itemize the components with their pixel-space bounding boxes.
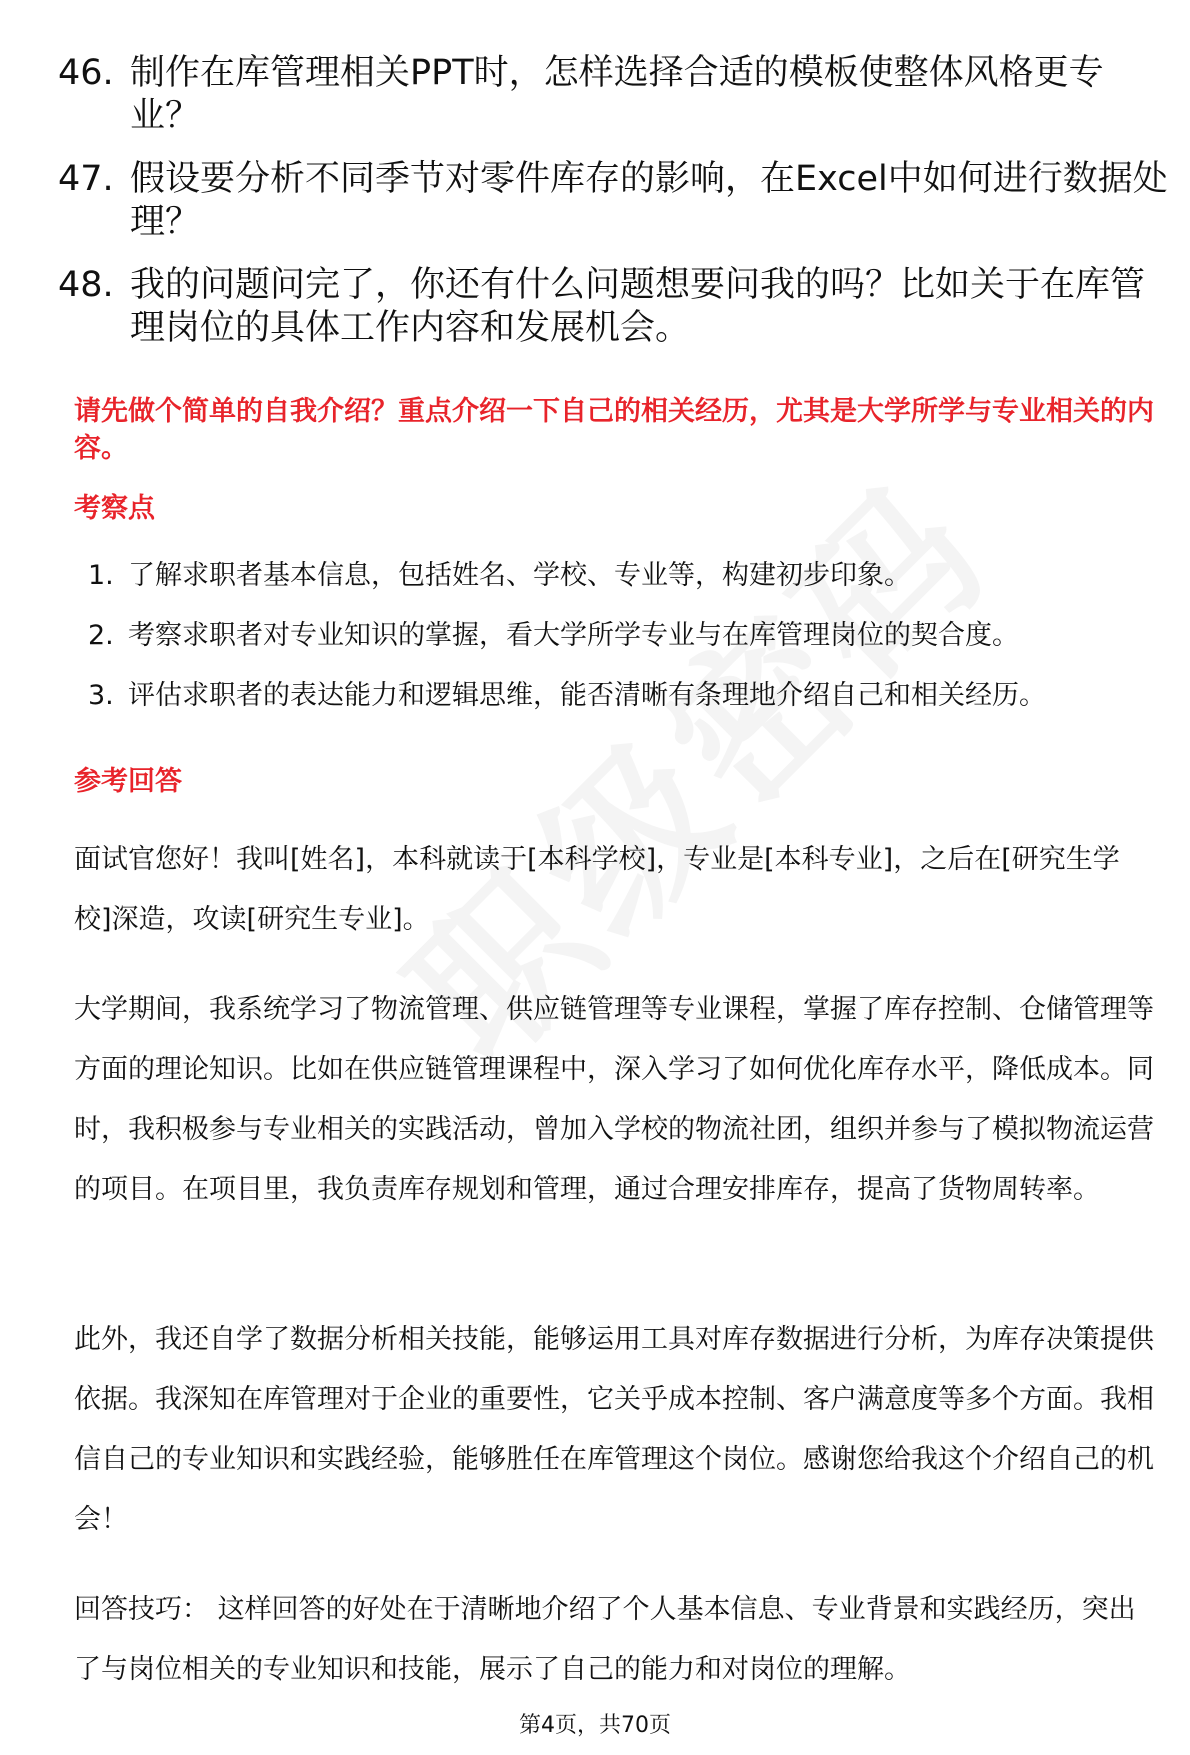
list-item-text: 考察求职者对专业知识的掌握，看大学所学专业与在库管理岗位的契合度。 <box>128 620 1019 651</box>
list-item-number: 3. <box>88 680 114 711</box>
question-item <box>58 264 1168 350</box>
list-item-number: 2. <box>88 620 114 651</box>
question-number: 48. <box>58 265 114 305</box>
question-text: 制作在库管理相关PPT时，怎样选择合适的模板使整体风格更专业？ <box>130 53 1104 136</box>
reference-answer-heading: 参考回答 <box>74 766 182 797</box>
list-item <box>88 558 1168 594</box>
question-number: 47. <box>58 159 114 199</box>
assessment-points-heading: 考察点 <box>74 493 155 524</box>
assessment-points-list <box>88 558 1168 738</box>
question-text: 我的问题问完了，你还有什么问题想要问我的吗？比如关于在库管理岗位的具体工作内容和发展机会。 <box>130 265 1146 348</box>
answer-paragraph: 面试官您好！我叫[姓名]，本科就读于[本科学校]，专业是[本科专业]，之后在[研究生学校]深造，攻读[研究生专业]。 <box>74 844 1120 935</box>
question-item <box>58 158 1168 244</box>
interview-question-heading: 请先做个简单的自我介绍？重点介绍一下自己的相关经历，尤其是大学所学与专业相关的内容。 <box>74 396 1154 464</box>
page-number-footer: 第4页，共70页 <box>519 1713 671 1738</box>
answer-paragraph: 大学期间，我系统学习了物流管理、供应链管理等专业课程，掌握了库存控制、仓储管理等方面的理论知识。比如在供应链管理课程中，深入学习了如何优化库存水平，降低成本。同时，我积极参与专业相关的实践活动，曾加入学校的物流社团，组织并参与了模拟物流运营的项目。在项目里，我负责库存规划和管理，通过合理安排库存，提高了货物周转率。 <box>74 994 1154 1205</box>
question-text: 假设要分析不同季节对零件库存的影响，在Excel中如何进行数据处理？ <box>130 159 1168 242</box>
list-item-number: 1. <box>88 560 114 591</box>
list-item-text: 评估求职者的表达能力和逻辑思维，能否清晰有条理地介绍自己和相关经历。 <box>128 680 1046 711</box>
list-item-text: 了解求职者基本信息，包括姓名、学校、专业等，构建初步印象。 <box>128 560 911 591</box>
list-item <box>88 618 1168 654</box>
answer-paragraph: 此外，我还自学了数据分析相关技能，能够运用工具对库存数据进行分析，为库存决策提供依据。我深知在库管理对于企业的重要性，它关乎成本控制、客户满意度等多个方面。我相信自己的专业知识和实践经验，能够胜任在库管理这个岗位。感谢您给我这个介绍自己的机会！ <box>74 1324 1154 1535</box>
answer-tip-paragraph: 回答技巧： 这样回答的好处在于清晰地介绍了个人基本信息、专业背景和实践经历，突出了与岗位相关的专业知识和技能，展示了自己的能力和对岗位的理解。 <box>74 1594 1136 1685</box>
question-item <box>58 52 1168 138</box>
question-list <box>58 52 1168 370</box>
question-number: 46. <box>58 53 114 93</box>
list-item <box>88 678 1168 714</box>
